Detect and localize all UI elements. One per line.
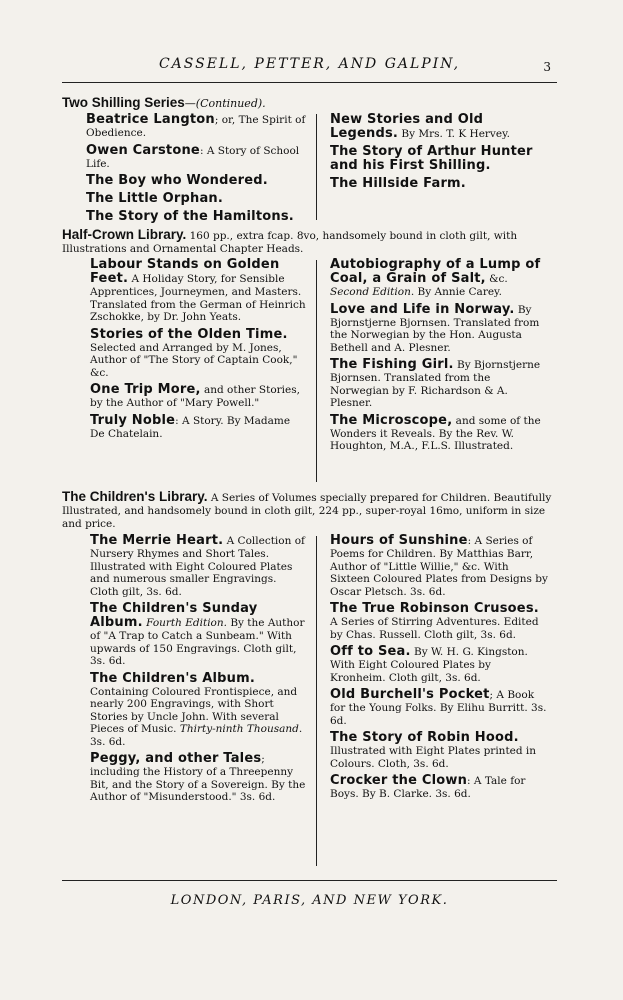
catalogue-entry [330, 303, 548, 355]
section1-left-column [86, 113, 306, 228]
section2-left-column [90, 258, 306, 444]
book-description: A Collection of Nursery Rhymes and Short Tales. Illustrated with Eight Coloured Plates and numerous smaller Engravings. Cloth gilt, 3s. 6d. [90, 535, 305, 598]
book-description: : A Series of Poems for Children. By Matthias Barr, Author of "Little Willie," &c. With Sixteen Coloured Plates from Designs by Oscar Pletsch. 3s. 6d. [330, 535, 548, 598]
book-title: Hours of Sunshine [330, 533, 468, 548]
book-title: One Trip More, [90, 382, 201, 397]
catalogue-entry [330, 177, 548, 191]
book-title: The Story of the Hamiltons. [86, 209, 294, 224]
book-title: The Fishing Girl. [330, 357, 454, 372]
section-intro: 160 pp., extra fcap. 8vo, handsomely bound in cloth gilt, with Illustrations and Ornamental Chapter Heads. [62, 230, 518, 255]
catalogue-entry [330, 645, 548, 684]
page-header [62, 52, 557, 83]
section3-right-column [330, 534, 548, 805]
book-title: Off to Sea. [330, 644, 411, 659]
book-title: The Merrie Heart. [90, 533, 224, 548]
catalogue-entry [90, 328, 306, 380]
section-intro: A Series of Volumes specially prepared for Children. Beautifully Illustrated, and handsomely bound in cloth gilt, 224 pp., super-royal 16mo, uniform in size and price. [62, 492, 552, 530]
book-description: By Bjornstjerne Bjornsen. Translated from the Norwegian by F. Richardson & A. Plesner. [330, 359, 541, 409]
catalogue-entry [330, 414, 548, 453]
book-title: Beatrice Langton [86, 112, 215, 127]
two-shilling-series-heading [62, 96, 552, 111]
catalogue-entry [90, 534, 306, 598]
catalogue-entry [90, 383, 306, 410]
book-title: Labour Stands on Golden Feet. [90, 257, 280, 286]
publisher-title: CASSELL, PETTER, AND GALPIN, [158, 56, 461, 72]
book-title: The Hillside Farm. [330, 176, 466, 191]
catalogue-entry [330, 602, 548, 641]
column-divider [316, 260, 317, 482]
catalogue-entry [330, 113, 548, 141]
column-divider [316, 536, 317, 866]
catalogue-entry [90, 602, 306, 668]
column-divider [316, 114, 317, 220]
book-title: The Microscope, [330, 412, 453, 428]
book-title: The Story of Robin Hood. [330, 730, 519, 745]
book-description: : A Story of School Life. [86, 144, 300, 170]
section1-right-column [330, 113, 548, 195]
section3-left-column [90, 534, 306, 808]
edition-note: Second Edition. [330, 286, 415, 298]
book-description: Selected and Arranged by M. Jones, Author of "The Story of Captain Cook," &c. [90, 341, 298, 379]
book-description: : A Tale for Boys. By B. Clarke. 3s. 6d. [330, 775, 526, 800]
page-footer: LONDON, PARIS, AND NEW YORK. [170, 893, 449, 908]
catalogue-entry [330, 688, 548, 727]
catalogue-entry [330, 358, 548, 410]
book-description: 3s. 6d. [90, 735, 126, 748]
book-title: The Children's Sunday Album. [90, 601, 258, 630]
book-description: Illustrated with Eight Plates printed in Colours. Cloth, 3s. 6d. [330, 745, 537, 770]
catalogue-entry [90, 672, 306, 749]
book-title: Old Burchell's Pocket [330, 687, 490, 702]
book-description: ; A Book for the Young Folks. By Elihu Burritt. 3s. 6d. [330, 689, 547, 727]
book-description: Containing Coloured Frontispiece, and nearly 200 Engravings, with Short Stories by Uncle John. With several Pieces of Music. [90, 685, 298, 735]
book-description: By Mrs. T. K Hervey. [398, 128, 510, 140]
half-crown-library-heading [62, 228, 552, 256]
book-title: The Little Orphan. [86, 191, 224, 206]
catalogue-entry [86, 210, 306, 224]
section2-right-column [330, 258, 548, 457]
edition-note: Thirty-ninth Thousand. [179, 723, 303, 735]
page-number: 3 [543, 60, 551, 74]
book-description: By Annie Carey. [414, 286, 502, 298]
book-description: A Series of Stirring Adventures. Edited by Chas. Russell. Cloth gilt, 3s. 6d. [330, 616, 539, 641]
book-title: Stories of the Olden Time. [90, 326, 288, 342]
book-title: Crocker the Clown [330, 773, 468, 788]
childrens-library-heading [62, 490, 552, 531]
catalogue-entry [86, 174, 306, 188]
catalogue-entry [90, 752, 306, 804]
footer-rule [62, 880, 557, 881]
catalogue-entry [90, 414, 306, 441]
book-description: By the Author of "A Trap to Catch a Sunbeam." With upwards of 150 Engravings. Cloth gilt, 3s. 6d. [90, 617, 305, 667]
catalogue-entry [86, 144, 306, 171]
book-description: &c. [485, 273, 508, 285]
section-heading: Half-Crown Library. [62, 227, 187, 242]
book-title: The Story of Arthur Hunter and his First Shilling. [330, 144, 533, 173]
section-heading: The Children's Library. [62, 489, 208, 504]
book-description: ; or, The Spirit of Obedience. [86, 114, 306, 139]
book-title: The Boy who Wondered. [86, 173, 268, 188]
book-description: A Holiday Story, for Sensible Apprentices, Journeymen, and Masters. Translated from the German of Heinrich Zschokke, by Dr. John Yeats. [90, 273, 306, 323]
book-description: By Bjornstjerne Bjornsen. Translated from the Norwegian by the Hon. Augusta Bethell and A. Plesner. [330, 303, 540, 354]
catalogue-entry [330, 145, 548, 173]
catalogue-entry [330, 731, 548, 770]
book-title: New Stories and Old Legends. [330, 112, 484, 141]
book-description: and some of the Wonders it Reveals. By the Rev. W. Houghton, M.A., F.L.S. Illustrated. [330, 414, 541, 452]
catalogue-entry [86, 192, 306, 206]
book-title: Peggy, and other Tales [90, 751, 262, 766]
catalogue-entry [330, 774, 548, 801]
book-title: Truly Noble [90, 412, 176, 428]
catalogue-entry [330, 258, 548, 299]
catalogue-entry [330, 534, 548, 598]
book-title: The True Robinson Crusoes. [330, 601, 539, 616]
book-description: By W. H. G. Kingston. With Eight Coloured Plates by Kronheim. Cloth gilt, 3s. 6d. [330, 646, 528, 684]
catalogue-entry [90, 258, 306, 324]
edition-note: Fourth Edition. [142, 617, 227, 629]
book-description: : A Story. By Madame De Chatelain. [90, 414, 291, 440]
book-description: ; including the History of a Threepenny Bit, and the Story of a Sovereign. By the Author of "Misunderstood." 3s. 6d. [90, 753, 306, 803]
book-description: and other Stories, by the Author of "Mary Powell." [90, 384, 300, 409]
section-heading-suffix: —(Continued). [184, 97, 266, 110]
book-title: Autobiography of a Lump of Coal, a Grain of Salt, [330, 257, 541, 286]
catalogue-entry [86, 113, 306, 140]
book-title: Owen Carstone [86, 142, 200, 158]
section-heading: Two Shilling Series [62, 95, 185, 110]
book-title: The Children's Album. [90, 670, 255, 686]
book-title: Love and Life in Norway. [330, 301, 515, 317]
